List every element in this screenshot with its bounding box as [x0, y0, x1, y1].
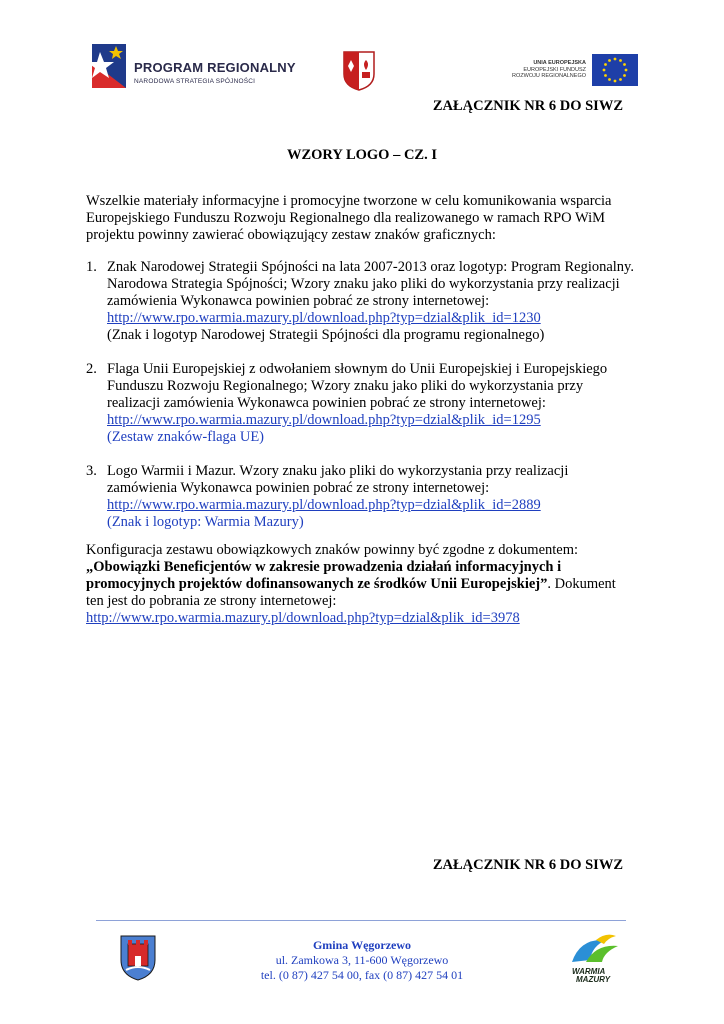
download-link-2889[interactable]: http://www.rpo.warmia.mazury.pl/download.php?typ=dzial&plik_id=2889: [107, 497, 541, 513]
eu-logo-line-3: ROZWOJU REGIONALNEGO: [512, 73, 586, 79]
config-text-end: . Dokument ten jest do pobrania ze strony internetowej:: [86, 576, 616, 609]
annex-heading-bottom: ZAŁĄCZNIK NR 6 DO SIWZ: [432, 857, 623, 873]
list-item-number: 3.: [86, 463, 97, 479]
list-item: [86, 361, 634, 446]
list-item: [86, 259, 634, 344]
nss-star-icon: [86, 42, 130, 98]
logo-requirements-list: [86, 259, 634, 531]
list-item-note: (Znak i logotyp Narodowej Strategii Spójności dla programu regionalnego): [107, 327, 545, 343]
intro-paragraph: Wszelkie materiały informacyjne i promocyjne tworzone w celu komunikowania wsparcia Europejskiego Funduszu Rozwoju Regionalnego dla realizowanego w ramach RPO WiM projektu powinny zawierać obowiązujący zestaw znaków graficznych:: [86, 193, 612, 243]
list-item: [86, 463, 634, 531]
footer-contact: [200, 938, 524, 983]
list-item-number: 1.: [86, 259, 97, 275]
list-item-text: Logo Warmii i Mazur. Wzory znaku jako pliki do wykorzystania przy realizacji zamówienia Wykonawca powinien pobrać ze strony internetowej:: [107, 463, 569, 496]
footer-divider: [96, 920, 626, 921]
config-text: Konfiguracja zestawu obowiązkowych znaków powinny być zgodne z dokumentem:: [86, 542, 579, 558]
footer-org-name: Gmina Węgorzewo: [312, 938, 412, 952]
eu-flag-icon: [592, 54, 638, 86]
wegorzewo-coat-of-arms: [118, 932, 158, 982]
download-link-3978[interactable]: http://www.rpo.warmia.mazury.pl/download.php?typ=dzial&plik_id=3978: [86, 610, 520, 626]
eu-logo-line-1: UNIA EUROPEJSKA: [533, 60, 586, 66]
list-item-text: Flaga Unii Europejskiej z odwołaniem słownym do Unii Europejskiej i Europejskiego Funduszu Rozwoju Regionalnego; Wzory znaku jako pliki do wykorzystania przy realizacji zamówienia Wykonawca powinien pobrać ze strony internetowej:: [107, 361, 608, 411]
footer-contact-line: tel. (0 87) 427 54 00, fax (0 87) 427 54 01: [260, 968, 464, 982]
eu-logo-line-2: EUROPEJSKI FUNDUSZ: [523, 66, 586, 73]
download-link-1295[interactable]: http://www.rpo.warmia.mazury.pl/download.php?typ=dzial&plik_id=1295: [107, 412, 541, 428]
wegorzewo-crest-icon: [118, 932, 158, 982]
program-logo-subtitle: NARODOWA STRATEGIA SPÓJNOŚCI: [134, 78, 256, 85]
list-item-text: Znak Narodowej Strategii Spójności na lata 2007-2013 oraz logotyp: Program Regionalny. Narodowa Strategia Spójności; Wzory znaku jako pliki do wykorzystania przy realizacji zamówienia Wykonawca powinien pobrać ze strony internetowej:: [107, 259, 634, 309]
list-item-note: (Znak i logotyp: Warmia Mazury): [107, 514, 304, 530]
warmia-logo-line-1: WARMIA: [572, 967, 606, 976]
program-regionalny-logo: [86, 42, 296, 98]
download-link-1230[interactable]: http://www.rpo.warmia.mazury.pl/download.php?typ=dzial&plik_id=1230: [107, 310, 541, 326]
eu-logo: [478, 52, 638, 88]
config-paragraph: [86, 542, 636, 627]
warmia-mazury-logo: [566, 932, 622, 990]
program-logo-title: PROGRAM REGIONALNY: [134, 60, 296, 75]
warmia-mazury-coat-of-arms: [342, 50, 376, 92]
warmia-logo-line-2: MAZURY: [576, 975, 611, 984]
guidelines-document-title: „Obowiązki Beneficjentów w zakresie prowadzenia działań informacyjnych i promocyjnych projektów dofinansowanych ze środków Unii Europejskiej”: [86, 559, 562, 592]
coat-of-arms-icon: [342, 50, 376, 92]
document-title: WZORY LOGO – CZ. I: [286, 147, 437, 163]
annex-heading: ZAŁĄCZNIK NR 6 DO SIWZ: [432, 98, 623, 114]
warmia-mazury-swirl-icon: [566, 932, 622, 966]
list-item-note: (Zestaw znaków-flaga UE): [107, 429, 265, 445]
footer-address: ul. Zamkowa 3, 11-600 Węgorzewo: [275, 953, 449, 967]
list-item-number: 2.: [86, 361, 97, 377]
